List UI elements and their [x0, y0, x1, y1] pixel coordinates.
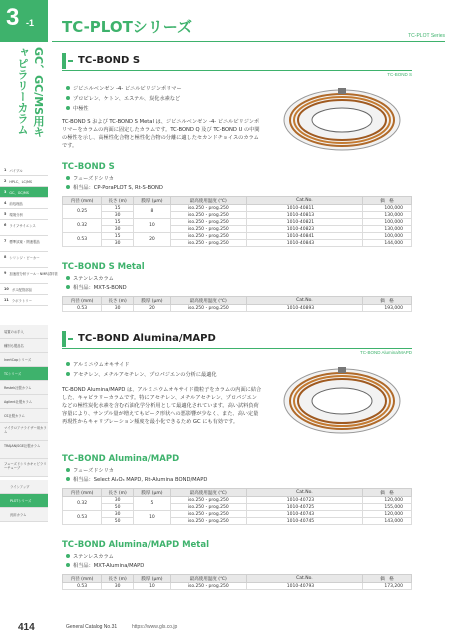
bullet-icon	[66, 185, 70, 189]
subsection-title: TC-BOND Alumina/MAPD	[62, 454, 180, 464]
nav-item-label: 前処理品	[9, 202, 23, 206]
table-header-cell: 長さ (m)	[102, 197, 134, 205]
table-cell: 100,000	[363, 219, 412, 226]
table-cell: iso.250・prog.250	[170, 511, 246, 518]
bullet-icon	[66, 563, 70, 567]
catalog-name: General Catalog No.31	[66, 624, 118, 630]
table-header-cell: 長さ (m)	[102, 489, 134, 497]
table-cell: 0.53	[63, 305, 102, 312]
nav-item[interactable]	[0, 381, 48, 395]
table-cell: 1010-40821	[246, 219, 362, 226]
nav-item-label: TRAJAN/SGE社製カラム	[4, 444, 41, 448]
bullet-icon	[66, 96, 70, 100]
table-header-cell: 長さ (m)	[102, 575, 134, 583]
table-header-cell: 内径 (mm)	[63, 575, 102, 583]
nav-item-number: 3	[4, 190, 7, 194]
table-header-cell: 価 格	[363, 489, 412, 497]
list-item: アルミニウムオキサイド	[66, 362, 129, 369]
nav-item-label: 標準試薬・関連製品	[9, 240, 40, 244]
table-cell: 144,000	[363, 240, 412, 247]
list-item: フューズドシリカ	[66, 468, 114, 475]
table-cell: 0.53	[63, 233, 102, 247]
nav-item-number: 11	[4, 298, 9, 302]
nav-item[interactable]	[0, 423, 48, 441]
table-cell: 130,000	[363, 226, 412, 233]
spec-table	[62, 574, 412, 590]
section-nav	[0, 325, 48, 477]
table-cell: 15	[102, 205, 134, 212]
table-row	[63, 212, 412, 219]
nav-item-number: 10	[4, 287, 9, 291]
table-cell: iso.250・prog.250	[170, 305, 246, 312]
spec-table	[62, 488, 412, 525]
subsection-title: TC-BOND S	[62, 162, 115, 172]
bullet-icon	[66, 86, 70, 90]
list-item: ステンレスカラム	[66, 554, 114, 561]
spec-table	[62, 196, 412, 247]
nav-item[interactable]	[0, 209, 48, 220]
nav-item-number: 8	[4, 255, 7, 259]
nav-item-label: ラインアップ	[10, 485, 30, 489]
table-row	[63, 226, 412, 233]
subsection-title: TC-BOND Alumina/MAPD Metal	[62, 540, 210, 550]
section-title-tc-bond-s: TC-BOND S	[62, 53, 412, 69]
table-cell: 20	[134, 305, 171, 312]
table-header-cell: 価 格	[363, 575, 412, 583]
nav-item-number: 5	[4, 212, 7, 216]
spec-table	[62, 296, 412, 312]
table-cell: 1010-40725	[246, 504, 362, 511]
nav-item[interactable]	[0, 367, 48, 381]
table-cell: 30	[102, 511, 134, 518]
column-coil-image	[270, 355, 410, 445]
nav-item[interactable]	[0, 339, 48, 353]
table-cell: 0.53	[63, 583, 102, 590]
table-cell: 193,000	[363, 305, 412, 312]
nav-item-number: 4	[4, 201, 7, 205]
nav-item[interactable]	[0, 252, 48, 268]
table-cell: 130,000	[363, 212, 412, 219]
nav-item[interactable]	[0, 268, 58, 284]
section-description: TC-BOND S および TC-BOND S Metal は、ジビニルベンゼン -4- ビニルピリジンポリマーをカラムの内面に固定したカラムです。TC-BOND Q 及び TC-BOND U の中間の極性を示し、高極性化合物と極性化合物の分離に適したセカンドチョイスのカラムです。	[62, 119, 260, 149]
chapter-number: 3	[6, 4, 20, 31]
nav-item-label: InertCapシリーズ	[4, 358, 32, 362]
nav-item-label: TCシリーズ	[4, 372, 22, 376]
nav-item[interactable]	[0, 395, 48, 409]
page-number: 414	[18, 622, 35, 633]
list-item: 中極性	[66, 106, 89, 113]
table-cell: 10	[134, 583, 171, 590]
nav-item[interactable]	[0, 494, 48, 508]
nav-item-number: 2	[4, 179, 7, 183]
table-header-cell: 価 格	[363, 197, 412, 205]
nav-item[interactable]	[0, 409, 48, 423]
website-link[interactable]: https://www.gls.co.jp	[132, 624, 178, 630]
nav-item[interactable]	[0, 198, 48, 209]
table-cell: 1010-40813	[246, 212, 362, 219]
table-cell: 30	[102, 583, 134, 590]
nav-item-label: Restek社製カラム	[4, 386, 32, 390]
table-row	[63, 240, 412, 247]
table-cell: 30	[102, 240, 134, 247]
nav-item-label: Agilent社製カラム	[4, 400, 33, 404]
list-item: プロピレン、ケトン、エステル、炭化水素など	[66, 96, 180, 103]
table-cell: 1010-40743	[246, 511, 362, 518]
table-header-cell: 価 格	[363, 297, 412, 305]
nav-item-label: 汎用カラム	[10, 513, 27, 517]
table-cell: iso.250・prog.250	[170, 212, 246, 219]
nav-item[interactable]	[0, 441, 48, 459]
list-item: 相当品：MXT-Alumina/MAPD	[66, 563, 144, 570]
table-cell: 100,000	[363, 233, 412, 240]
table-cell: iso.250・prog.250	[170, 240, 246, 247]
table-cell: 120,000	[363, 511, 412, 518]
table-cell: 155,000	[363, 504, 412, 511]
table-row	[63, 583, 412, 590]
table-cell: 30	[102, 497, 134, 504]
table-cell: iso.250・prog.250	[170, 497, 246, 504]
nav-item[interactable]	[0, 480, 48, 494]
bullet-icon	[66, 468, 70, 472]
nav-item[interactable]	[0, 220, 48, 236]
nav-item-number: 9	[4, 271, 7, 275]
nav-item-label: フューズドシリカキャピラリーチューブ	[4, 462, 47, 470]
nav-item-label: ガス配管部品	[11, 288, 33, 292]
column-coil-image	[270, 78, 410, 158]
table-cell: 15	[102, 219, 134, 226]
subsection-nav	[0, 480, 48, 522]
list-item: フューズドシリカ	[66, 176, 114, 183]
table-cell: 0.25	[63, 205, 102, 219]
table-cell: 1010-40793	[246, 583, 362, 590]
bullet-icon	[66, 276, 70, 280]
table-header-cell: 膜厚 (μm)	[134, 197, 171, 205]
table-row	[63, 305, 412, 312]
table-cell: iso.250・prog.250	[170, 205, 246, 212]
table-cell: iso.250・prog.250	[170, 583, 246, 590]
header-divider	[52, 41, 445, 42]
nav-item-label: PLOTシリーズ	[10, 499, 32, 503]
table-header-cell: 膜厚 (μm)	[134, 297, 171, 305]
nav-item-label: GC、GC/MS	[9, 191, 29, 195]
table-header-cell: 内径 (mm)	[63, 197, 102, 205]
table-cell: iso.250・prog.250	[170, 504, 246, 511]
bullet-icon	[66, 554, 70, 558]
nav-item-number: 6	[4, 223, 7, 227]
list-item: ジビニルベンゼン -4- ビニルピリジンポリマー	[66, 86, 182, 93]
table-cell: 173,200	[363, 583, 412, 590]
bullet-icon	[66, 372, 70, 376]
page-title: TC-PLOTシリーズ	[62, 18, 193, 36]
table-cell: 1010-40823	[246, 226, 362, 233]
table-cell: 1010-40723	[246, 497, 362, 504]
table-cell: iso.250・prog.250	[170, 518, 246, 525]
table-header-cell: 最高使用温度 (℃)	[170, 197, 246, 205]
nav-item-label: HPLC、LC/MS	[9, 180, 33, 184]
table-cell: iso.250・prog.250	[170, 226, 246, 233]
table-header-cell: Cat.No.	[246, 489, 362, 497]
table-row	[63, 219, 412, 226]
list-item: アセチレン、メチルアセチレン、プロパジエンの分析に最適化	[66, 372, 217, 379]
table-cell: 30	[102, 212, 134, 219]
nav-item-label: 装置のお手入	[4, 330, 24, 334]
list-item: 相当品：Select Al₂O₃ MAPD, Rt-Alumina BOND/MAPD	[66, 477, 207, 484]
table-cell: 30	[102, 305, 134, 312]
table-row	[63, 518, 412, 525]
nav-item-number: 7	[4, 239, 7, 243]
table-cell: 0.53	[63, 511, 102, 525]
table-cell: 10	[134, 511, 171, 525]
table-header-cell: Cat.No.	[246, 575, 362, 583]
chapter-number-badge	[0, 0, 48, 42]
table-cell: 1010-40841	[246, 233, 362, 240]
nav-item[interactable]	[0, 508, 48, 522]
nav-item-label: マイクロアナライザー用カラム	[4, 426, 47, 434]
nav-item-label: ライフサイエンス	[9, 224, 36, 228]
nav-item[interactable]	[0, 284, 48, 295]
section-title-alumina-mapd: TC-BOND Alumina/MAPD	[62, 331, 412, 347]
nav-item[interactable]	[0, 165, 48, 176]
chapter-nav	[0, 165, 58, 306]
nav-item[interactable]	[0, 295, 48, 306]
table-cell: 5	[134, 497, 171, 511]
section-label: TC-BOND S	[387, 72, 412, 77]
nav-item-label: ラボラトリー	[11, 299, 33, 303]
table-cell: 20	[134, 233, 171, 247]
list-item: 相当品：CP-PoraPLOT S, Rt-S-BOND	[66, 185, 163, 192]
list-item: ステンレスカラム	[66, 276, 114, 283]
nav-item-label: 種別も製品名	[4, 344, 24, 348]
bullet-icon	[66, 362, 70, 366]
table-cell: 15	[102, 233, 134, 240]
nav-item-label: 環境分析	[9, 213, 23, 217]
nav-item-label: 加速度分析ツール・NMR試料管	[9, 272, 58, 276]
nav-item[interactable]	[0, 187, 48, 198]
section-label: TC-BOND Alumina/MAPD	[359, 350, 412, 355]
subsection-title: TC-BOND S Metal	[62, 262, 145, 272]
table-cell: 30	[102, 226, 134, 233]
table-cell: 10	[134, 219, 171, 233]
section-divider	[62, 70, 412, 71]
table-row	[63, 497, 412, 504]
table-header-cell: Cat.No.	[246, 297, 362, 305]
table-cell: 50	[102, 518, 134, 525]
table-cell: 1010-40843	[246, 240, 362, 247]
table-header-cell: 内径 (mm)	[63, 489, 102, 497]
table-cell: 0.32	[63, 219, 102, 233]
table-cell: iso.250・prog.250	[170, 219, 246, 226]
table-cell: 8	[134, 205, 171, 219]
table-cell: 0.32	[63, 497, 102, 511]
bullet-icon	[66, 477, 70, 481]
section-description: TC-BOND Alumina/MAPD は、アルミニウムオキサイド微粒子をカラムの内面に結合した、キャピラリーカラムです。特にアセチレン、メチルアセチレン、プロパジエンなどの極性炭化水素を含む石油化学分析用として最適化されています。高い試料負荷容量により、サンプル量が増えてもピーク形状への悪影響が少なく、また、高い定量再現性からキャリブレーション頻度を最小化できるため GC にも有効です。	[62, 387, 262, 425]
nav-item-label: パイプル	[9, 169, 23, 173]
table-cell: 1010-40893	[246, 305, 362, 312]
bullet-icon	[66, 176, 70, 180]
table-cell: 1010-40811	[246, 205, 362, 212]
table-header-cell: 最高使用温度 (℃)	[170, 575, 246, 583]
table-header-cell: 長さ (m)	[102, 297, 134, 305]
table-row	[63, 233, 412, 240]
chapter-vertical-title: GC、GC/MS用キャピラリーカラム	[16, 47, 45, 138]
table-header-cell: Cat.No.	[246, 197, 362, 205]
nav-item-label: シリンジ・ビーカー	[9, 256, 40, 260]
nav-item-number: 1	[4, 168, 7, 172]
nav-item[interactable]	[0, 236, 48, 252]
table-cell: 100,000	[363, 205, 412, 212]
page-subtitle: TC-PLOT Series	[408, 33, 445, 39]
table-row	[63, 511, 412, 518]
table-cell: 120,000	[363, 497, 412, 504]
chapter-sub: -1	[26, 18, 35, 28]
table-header-cell: 膜厚 (μm)	[134, 489, 171, 497]
table-cell: 1010-40745	[246, 518, 362, 525]
list-item: 相当品：MXT-S-BOND	[66, 285, 127, 292]
nav-item[interactable]	[0, 176, 48, 187]
nav-item-label: CS社製カラム	[4, 414, 25, 418]
table-header-cell: 最高使用温度 (℃)	[170, 489, 246, 497]
table-row	[63, 205, 412, 212]
nav-item[interactable]	[0, 459, 48, 477]
table-header-cell: 最高使用温度 (℃)	[170, 297, 246, 305]
table-row	[63, 504, 412, 511]
bullet-icon	[66, 106, 70, 110]
table-header-cell: 膜厚 (μm)	[134, 575, 171, 583]
table-cell: iso.250・prog.250	[170, 233, 246, 240]
table-cell: 143,000	[363, 518, 412, 525]
table-cell: 50	[102, 504, 134, 511]
table-header-cell: 内径 (mm)	[63, 297, 102, 305]
nav-item[interactable]	[0, 353, 48, 367]
nav-item[interactable]	[0, 325, 48, 339]
section-divider	[62, 348, 412, 349]
bullet-icon	[66, 285, 70, 289]
